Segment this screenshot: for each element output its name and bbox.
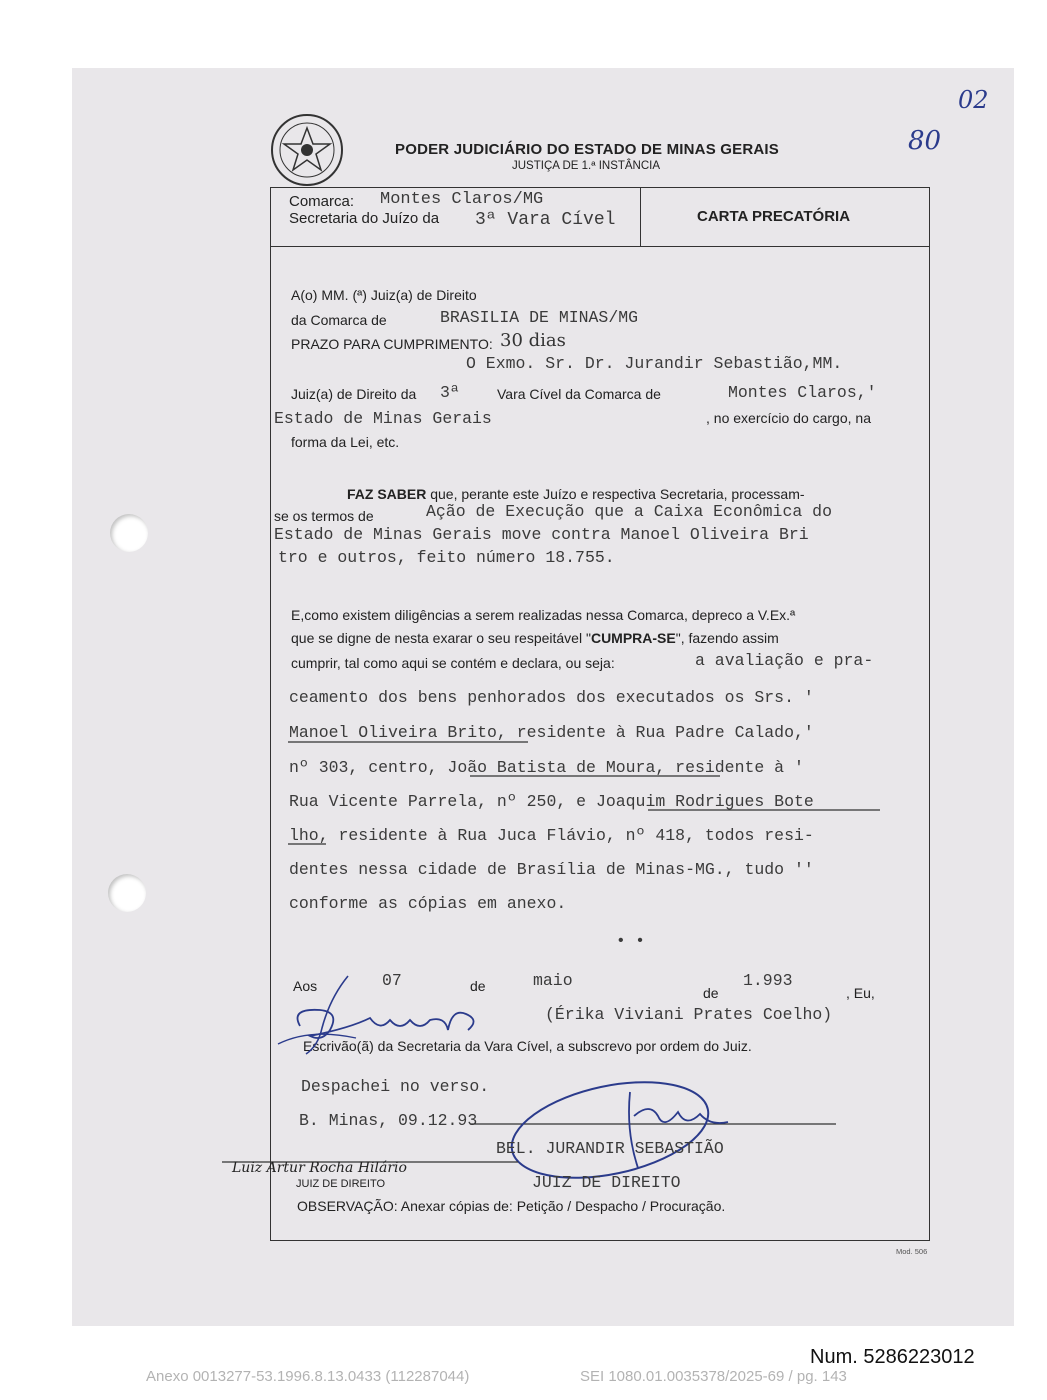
typed-line: Manoel Oliveira Brito, residente à Rua Padre Calado,' bbox=[289, 723, 814, 742]
typed-line: lho, residente à Rua Juca Flávio, nº 418, todos resi- bbox=[289, 826, 814, 845]
header-title: PODER JUDICIÁRIO DO ESTADO DE MINAS GERAIS bbox=[395, 141, 779, 158]
date-day: 07 bbox=[382, 971, 402, 990]
secretaria-label: Secretaria do Juízo da bbox=[289, 210, 440, 227]
vara-label: Vara Cível da Comarca de bbox=[497, 386, 661, 402]
comarca-label: Comarca: bbox=[289, 193, 355, 210]
faz-saber-lead: FAZ SABER bbox=[347, 486, 427, 502]
comarca-value: Montes Claros/MG bbox=[380, 190, 544, 209]
name-underlines bbox=[280, 720, 900, 860]
faz-saber-line bbox=[347, 486, 805, 502]
judge-name: BEL. JURANDIR SEBASTIÃO bbox=[496, 1139, 724, 1158]
case-typed-2: Estado de Minas Gerais move contra Manoel Oliveira Bri bbox=[274, 525, 809, 544]
vara-number: 3ª bbox=[440, 383, 460, 402]
deprecate-line-3: cumprir, tal como aqui se contém e declara, ou seja: bbox=[291, 655, 615, 671]
form-model: Mod. 506 bbox=[896, 1247, 928, 1256]
prazo-label: PRAZO PARA CUMPRIMENTO: bbox=[291, 336, 493, 352]
prazo-value: 30 dias bbox=[500, 330, 566, 351]
exercicio-text: , no exercício do cargo, na bbox=[706, 410, 871, 426]
corner-page-mark: 02 bbox=[958, 86, 989, 114]
de-label-2: de bbox=[703, 985, 719, 1001]
case-typed-3: tro e outros, feito número 18.755. bbox=[278, 548, 615, 567]
escrivao-line: Escrivão(ã) da Secretaria da Vara Cível, a subscrevo por ordem do Juiz. bbox=[303, 1038, 752, 1054]
judge-title: JUIZ DE DIREITO bbox=[532, 1173, 681, 1192]
date-month: maio bbox=[533, 971, 573, 990]
cumpra-se: CUMPRA-SE bbox=[590, 630, 676, 646]
de-label-1: de bbox=[470, 978, 486, 994]
page-number-handwritten: 80 bbox=[908, 126, 942, 156]
date-year: 1.993 bbox=[743, 971, 793, 990]
typed-line: dentes nessa cidade de Brasília de Minas-MG., tudo '' bbox=[289, 860, 814, 879]
stamp-name: Luiz Artur Rocha Hilário bbox=[232, 1160, 407, 1176]
document-number: Num. 5286223012 bbox=[810, 1346, 975, 1368]
punch-hole-bottom bbox=[108, 874, 146, 912]
scrivener-signature bbox=[270, 968, 500, 1058]
sei-reference: SEI 1080.01.0035378/2025-69 / pg. 143 bbox=[580, 1368, 847, 1385]
faz-saber-text2: se os termos de bbox=[274, 508, 374, 524]
faz-saber-text: que, perante este Juízo e respectiva Secretaria, processam- bbox=[426, 486, 805, 502]
judge-line: O Exmo. Sr. Dr. Jurandir Sebastião,MM. bbox=[466, 354, 843, 373]
comarca-prefix: da Comarca de bbox=[291, 312, 387, 328]
deprecate-line-2 bbox=[291, 630, 779, 646]
addressee-line: A(o) MM. (ª) Juiz(a) de Direito bbox=[291, 287, 477, 303]
aos-label: Aos bbox=[293, 978, 318, 994]
typed-line: ceamento dos bens penhorados dos executados os Srs. ' bbox=[289, 688, 814, 707]
anexo-reference: Anexo 0013277-53.1996.8.13.0433 (112287044) bbox=[146, 1368, 470, 1385]
separator-bullets: • • bbox=[616, 932, 645, 950]
observacao: OBSERVAÇÃO: Anexar cópias de: Petição / Despacho / Procuração. bbox=[297, 1198, 726, 1214]
typed-line: Rua Vicente Parrela, nº 250, e Joaquim Rodrigues Bote bbox=[289, 792, 814, 811]
case-typed-1: Ação de Execução que a Caixa Econômica do bbox=[426, 502, 832, 521]
header-subtitle: JUSTIÇA DE 1.ª INSTÂNCIA bbox=[512, 160, 661, 172]
destination-comarca: BRASILIA DE MINAS/MG bbox=[440, 308, 639, 327]
punch-hole-top bbox=[110, 514, 148, 552]
deprecate-text-2c: ", fazendo assim bbox=[675, 630, 779, 646]
typed-line: conforme as cópias em anexo. bbox=[289, 894, 567, 913]
secretaria-value: 3ª Vara Cível bbox=[475, 210, 616, 230]
despacho-line-1: Despachei no verso. bbox=[301, 1077, 490, 1096]
minas-gerais-seal-icon bbox=[262, 112, 352, 188]
estado-value: Estado de Minas Gerais bbox=[274, 409, 492, 428]
vara-comarca: Montes Claros,' bbox=[728, 383, 877, 402]
deprecate-line-1: E,como existem diligências a serem realizadas nessa Comarca, depreco a V.Ex.ª bbox=[291, 607, 796, 623]
despacho-line-2: B. Minas, 09.12.93 bbox=[299, 1111, 478, 1130]
juiz-label: Juiz(a) de Direito da bbox=[291, 386, 417, 402]
deprecate-text-2a: que se digne de nesta exarar o seu respeitável " bbox=[291, 630, 591, 646]
header-separator bbox=[640, 187, 641, 246]
deprecate-typed-tail: a avaliação e pra- bbox=[695, 651, 874, 670]
header-divider bbox=[270, 246, 930, 247]
eu-label: , Eu, bbox=[846, 985, 875, 1001]
scrivener-name: (Érika Viviani Prates Coelho) bbox=[545, 1005, 833, 1024]
doc-type-label: CARTA PRECATÓRIA bbox=[697, 208, 851, 225]
stamp-title: JUIZ DE DIREITO bbox=[296, 1178, 386, 1190]
typed-line: nº 303, centro, João Batista de Moura, residente à ' bbox=[289, 758, 804, 777]
forma-text: forma da Lei, etc. bbox=[291, 434, 400, 450]
